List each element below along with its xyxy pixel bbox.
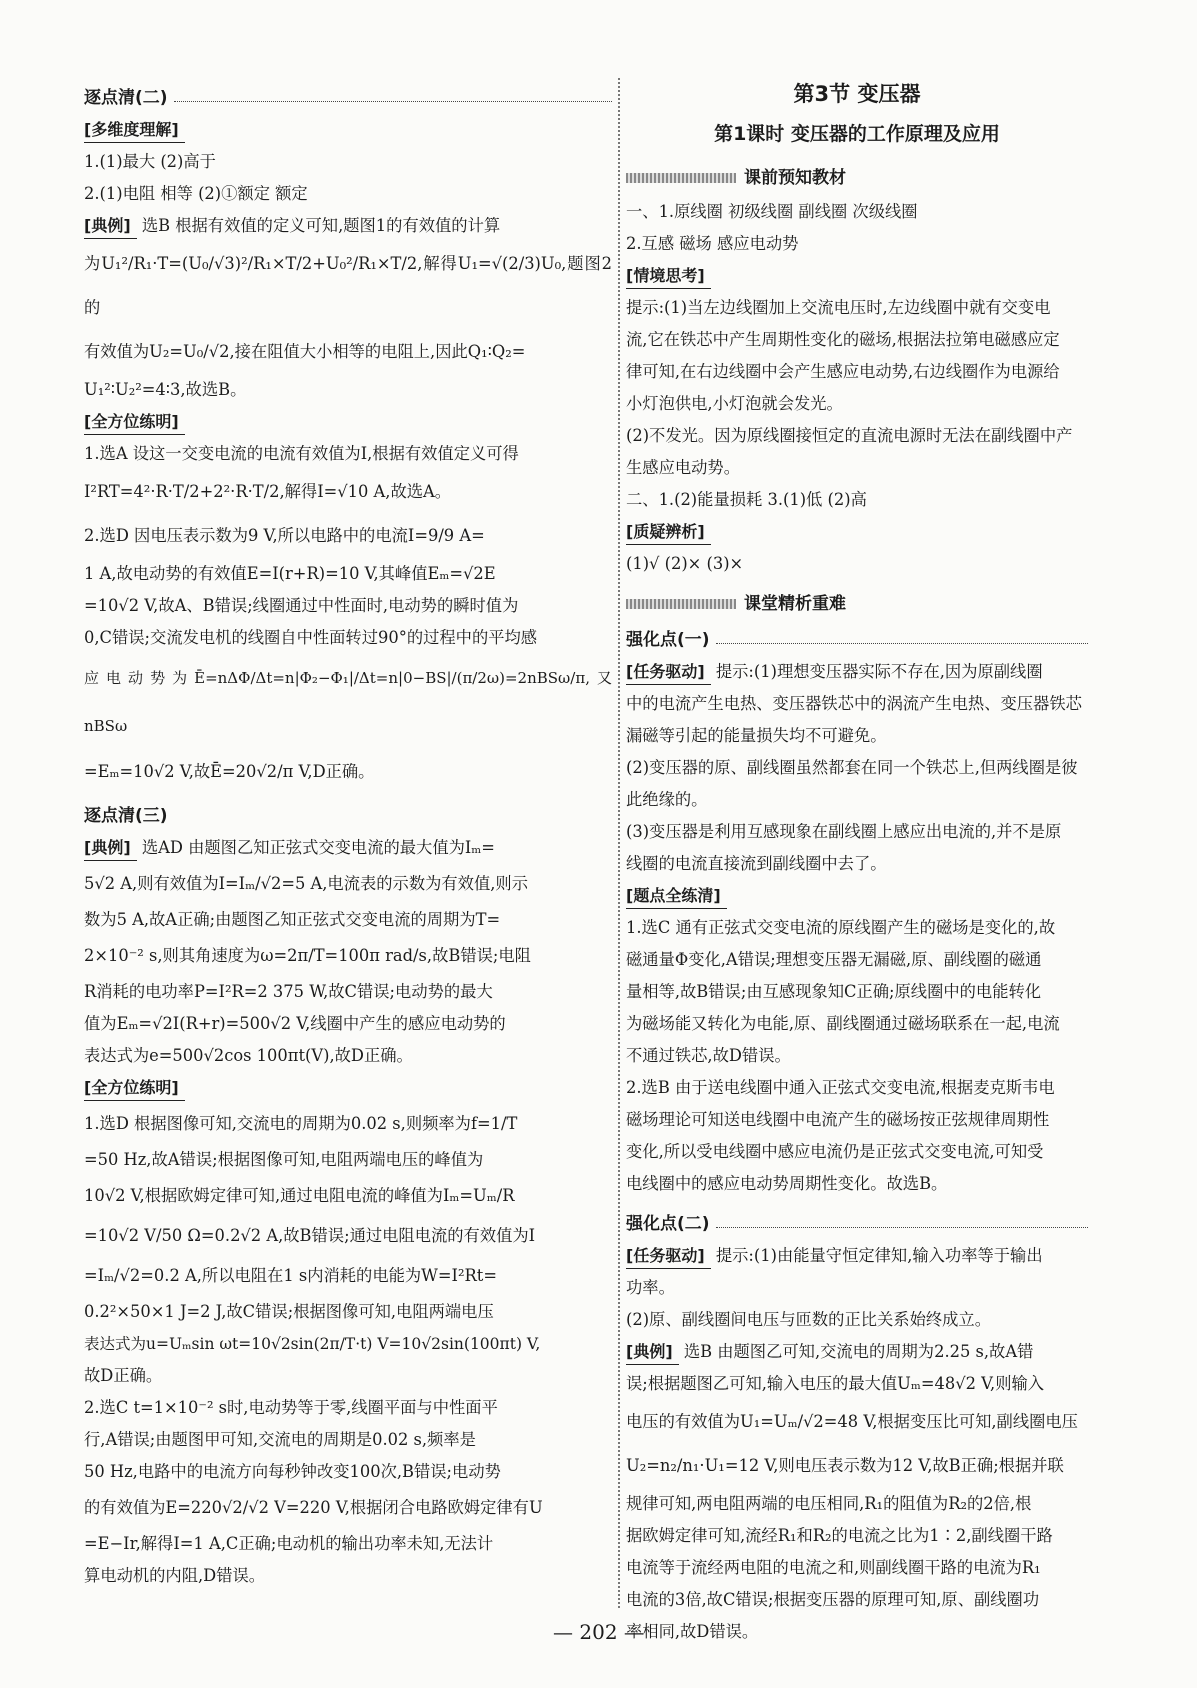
text-line: 一、1.原线圈 初级线圈 副线圈 次级线圈 xyxy=(626,202,918,221)
text-line: 1.选A 设这一交变电流的电流有效值为I,根据有效值定义可得 xyxy=(84,444,519,463)
text-line: 功率。 xyxy=(626,1278,675,1297)
text-line: 行,A错误;由题图甲可知,交流电的周期是0.02 s,频率是 xyxy=(84,1430,476,1449)
text-line: 流,它在铁芯中产生周期性变化的磁场,根据法拉第电磁感应定 xyxy=(626,330,1060,349)
text-line: 小灯泡供电,小灯泡就会发光。 xyxy=(626,394,843,413)
text-line: 电压的有效值为U₁=Uₘ/√2=48 V,根据变压比可知,副线圈电压 xyxy=(626,1412,1078,1431)
text-line: 2.选D 因电压表示数为9 V,所以电路中的电流I=9/9 A= xyxy=(84,526,485,545)
text-line: [ 任务驱动 ] 提示:(1)理想变压器实际不存在,因为原副线圈 xyxy=(626,656,1088,688)
text-line: (2)变压器的原、副线圈虽然都套在同一个铁芯上,但两线圈是彼 xyxy=(626,758,1078,777)
text-line: 变化,所以受电线圈中感应电流仍是正弦式交变电流,可知受 xyxy=(626,1142,1044,1161)
text-line: 磁场理论可知送电线圈中电流产生的磁场按正弦规律周期性 xyxy=(626,1110,1050,1129)
text-line: (3)变压器是利用互感现象在副线圈上感应出电流的,并不是原 xyxy=(626,822,1062,841)
text-line: 不通过铁芯,故D错误。 xyxy=(626,1046,791,1065)
text-line: 规律可知,两电阻两端的电压相同,R₁的阻值为R₂的2倍,根 xyxy=(626,1494,1032,1513)
text-line: 2.(1)电阻 相等 (2)①额定 额定 xyxy=(84,184,308,203)
tag-label: [ 情境思考 ] xyxy=(626,264,711,289)
text-line: [ 典例 ] 选AD 由题图乙知正弦式交变电流的最大值为Iₘ= xyxy=(84,832,612,864)
text-line: 率相同,故D错误。 xyxy=(626,1622,759,1641)
section-title: 逐点清(二) xyxy=(84,82,612,114)
text-line: 生感应电动势。 xyxy=(626,458,740,477)
left-column xyxy=(84,78,612,1592)
text-line: 量相等,故B错误;由互感现象知C正确;原线圈中的电能转化 xyxy=(626,982,1042,1001)
text-line: U₁²∶U₂²=4∶3,故选B。 xyxy=(84,380,247,399)
section-band: 课堂精析重难 xyxy=(626,588,1088,620)
text-line: 为U₁²/R₁·T=(U₀/√3)²/R₁×T/2+U₀²/R₁×T/2,解得U₁=√(2/3)U₀,题图2的 xyxy=(84,254,612,317)
text-line: 故D正确。 xyxy=(84,1366,163,1385)
text-line: U₂=n₂/n₁·U₁=12 V,则电压表示数为12 V,故B正确;根据并联 xyxy=(626,1456,1064,1475)
text-line: 的有效值为E=220√2/√2 V=220 V,根据闭合电路欧姆定律有U xyxy=(84,1498,543,1517)
text-line: 误;根据题图乙可知,输入电压的最大值Uₘ=48√2 V,则输入 xyxy=(626,1374,1045,1393)
text-line: =50 Hz,故A错误;根据图像可知,电阻两端电压的峰值为 xyxy=(84,1150,484,1169)
tag-label: [ 题点全练清 ] xyxy=(626,884,727,909)
text-line: 10√2 V,根据欧姆定律可知,通过电阻电流的峰值为Iₘ=Uₘ/R xyxy=(84,1186,515,1205)
text-line: 电流的3倍,故C错误;根据变压器的原理可知,原、副线圈功 xyxy=(626,1590,1040,1609)
text-line: [ 任务驱动 ] 提示:(1)由能量守恒定律知,输入功率等于输出 xyxy=(626,1240,1088,1272)
right-column xyxy=(626,78,1088,1648)
text-line: 表达式为e=500√2cos 100πt(V),故D正确。 xyxy=(84,1046,413,1065)
text-line: 漏磁等引起的能量损失均不可避免。 xyxy=(626,726,887,745)
section-title: 强化点(二) xyxy=(626,1208,1088,1240)
text-line: 2.选C t=1×10⁻² s时,电动势等于零,线圈平面与中性面平 xyxy=(84,1398,498,1417)
text-line: 磁通量Φ变化,A错误;理想变压器无漏磁,原、副线圈的磁通 xyxy=(626,950,1042,969)
text-line: 表达式为u=Uₘsin ωt=10√2sin(2π/T·t) V=10√2sin(100πt) V, xyxy=(84,1335,541,1353)
text-line: [ 典例 ] 选B 由题图乙可知,交流电的周期为2.25 s,故A错 xyxy=(626,1336,1088,1368)
text-line: 为磁场能又转化为电能,原、副线圈通过磁场联系在一起,电流 xyxy=(626,1014,1060,1033)
tag-label: [ 质疑辨析 ] xyxy=(626,520,711,545)
text-line: 电线圈中的感应电动势周期性变化。故选B。 xyxy=(626,1174,948,1193)
text-line: (1)√ (2)× (3)× xyxy=(626,554,744,573)
section-title: 逐点清(三) xyxy=(84,806,168,826)
tag-label: [ 全方位练明 ] xyxy=(84,1076,185,1101)
text-line: 1.(1)最大 (2)高于 xyxy=(84,152,216,171)
lesson-title: 第1课时 变压器的工作原理及应用 xyxy=(714,123,1000,145)
column-divider xyxy=(618,78,620,1608)
text-line: 2×10⁻² s,则其角速度为ω=2π/T=100π rad/s,故B错误;电阻 xyxy=(84,946,531,965)
text-line: 2.互感 磁场 感应电动势 xyxy=(626,234,799,253)
text-line: 电流等于流经两电阻的电流之和,则副线圈干路的电流为R₁ xyxy=(626,1558,1041,1577)
text-line: 提示:(1)当左边线圈加上交流电压时,左边线圈中就有交变电 xyxy=(626,298,1051,317)
band-decoration xyxy=(626,599,736,609)
text-line: 应电动势为Ē=nΔΦ/Δt=n|Φ₂−Φ₁|/Δt=n|0−BS|/(π/2ω)=2nBSω/π,又nBSω xyxy=(84,669,612,735)
section-title: 强化点(一) xyxy=(626,624,1088,656)
text-line: 1 A,故电动势的有效值E=I(r+R)=10 V,其峰值Eₘ=√2E xyxy=(84,564,496,583)
text-line: 线圈的电流直接流到副线圈中去了。 xyxy=(626,854,887,873)
tag-label: [ 全方位练明 ] xyxy=(84,410,185,435)
text-line: (2)原、副线圈间电压与匝数的正比关系始终成立。 xyxy=(626,1310,991,1329)
text-line: =E−Ir,解得I=1 A,C正确;电动机的输出功率未知,无法计 xyxy=(84,1534,494,1553)
text-line: 2.选B 由于送电线圈中通入正弦式交变电流,根据麦克斯韦电 xyxy=(626,1078,1055,1097)
text-line: 1.选D 根据图像可知,交流电的周期为0.02 s,则频率为f=1/T xyxy=(84,1114,518,1133)
text-line: R消耗的电功率P=I²R=2 375 W,故C错误;电动势的最大 xyxy=(84,982,493,1001)
text-line: =Iₘ/√2=0.2 A,所以电阻在1 s内消耗的电能为W=I²Rt= xyxy=(84,1266,497,1285)
text-line: 50 Hz,电路中的电流方向每秒钟改变100次,B错误;电动势 xyxy=(84,1462,501,1481)
text-line: 中的电流产生电热、变压器铁芯中的涡流产生电热、变压器铁芯 xyxy=(626,694,1082,713)
text-line: =10√2 V,故A、B错误;线圈通过中性面时,电动势的瞬时值为 xyxy=(84,596,519,615)
text-line: 数为5 A,故A正确;由题图乙知正弦式交变电流的周期为T= xyxy=(84,910,501,929)
text-line: =10√2 V/50 Ω=0.2√2 A,故B错误;通过电阻电流的有效值为I xyxy=(84,1226,536,1245)
text-line: (2)不发光。因为原线圈接恒定的直流电源时无法在副线圈中产 xyxy=(626,426,1073,445)
text-line: 0.2²×50×1 J=2 J,故C错误;根据图像可知,电阻两端电压 xyxy=(84,1302,494,1321)
text-line: 0,C错误;交流发电机的线圈自中性面转过90°的过程中的平均感 xyxy=(84,628,538,647)
text-line: =Eₘ=10√2 V,故Ē=20√2/π V,D正确。 xyxy=(84,762,375,781)
tag-label: [ 多维度理解 ] xyxy=(84,118,185,143)
text-line: 有效值为U₂=U₀/√2,接在阻值大小相等的电阻上,因此Q₁∶Q₂= xyxy=(84,342,526,361)
text-line: 此绝缘的。 xyxy=(626,790,708,809)
text-line: 算电动机的内阻,D错误。 xyxy=(84,1566,266,1585)
text-line: I²RT=4²·R·T/2+2²·R·T/2,解得I=√10 A,故选A。 xyxy=(84,482,452,501)
section-band: 课前预知教材 xyxy=(626,162,1088,194)
text-line: 5√2 A,则有效值为I=Iₘ/√2=5 A,电流表的示数为有效值,则示 xyxy=(84,874,528,893)
text-line: [ 典例 ] 选B 根据有效值的定义可知,题图1的有效值的计算 xyxy=(84,210,612,242)
text-line: 律可知,在右边线圈中会产生感应电动势,右边线圈作为电源给 xyxy=(626,362,1060,381)
text-line: 1.选C 通有正弦式交变电流的原线圈产生的磁场是变化的,故 xyxy=(626,918,1056,937)
text-line: 据欧姆定律可知,流经R₁和R₂的电流之比为1∶2,副线圈干路 xyxy=(626,1526,1053,1545)
text-line: 值为Eₘ=√2I(R+r)=500√2 V,线圈中产生的感应电动势的 xyxy=(84,1014,506,1033)
page-number: — 202 — xyxy=(553,1620,644,1644)
text-line: 二、1.(2)能量损耗 3.(1)低 (2)高 xyxy=(626,490,867,509)
chapter-title: 第3节 变压器 xyxy=(793,82,921,106)
band-decoration xyxy=(626,173,736,183)
